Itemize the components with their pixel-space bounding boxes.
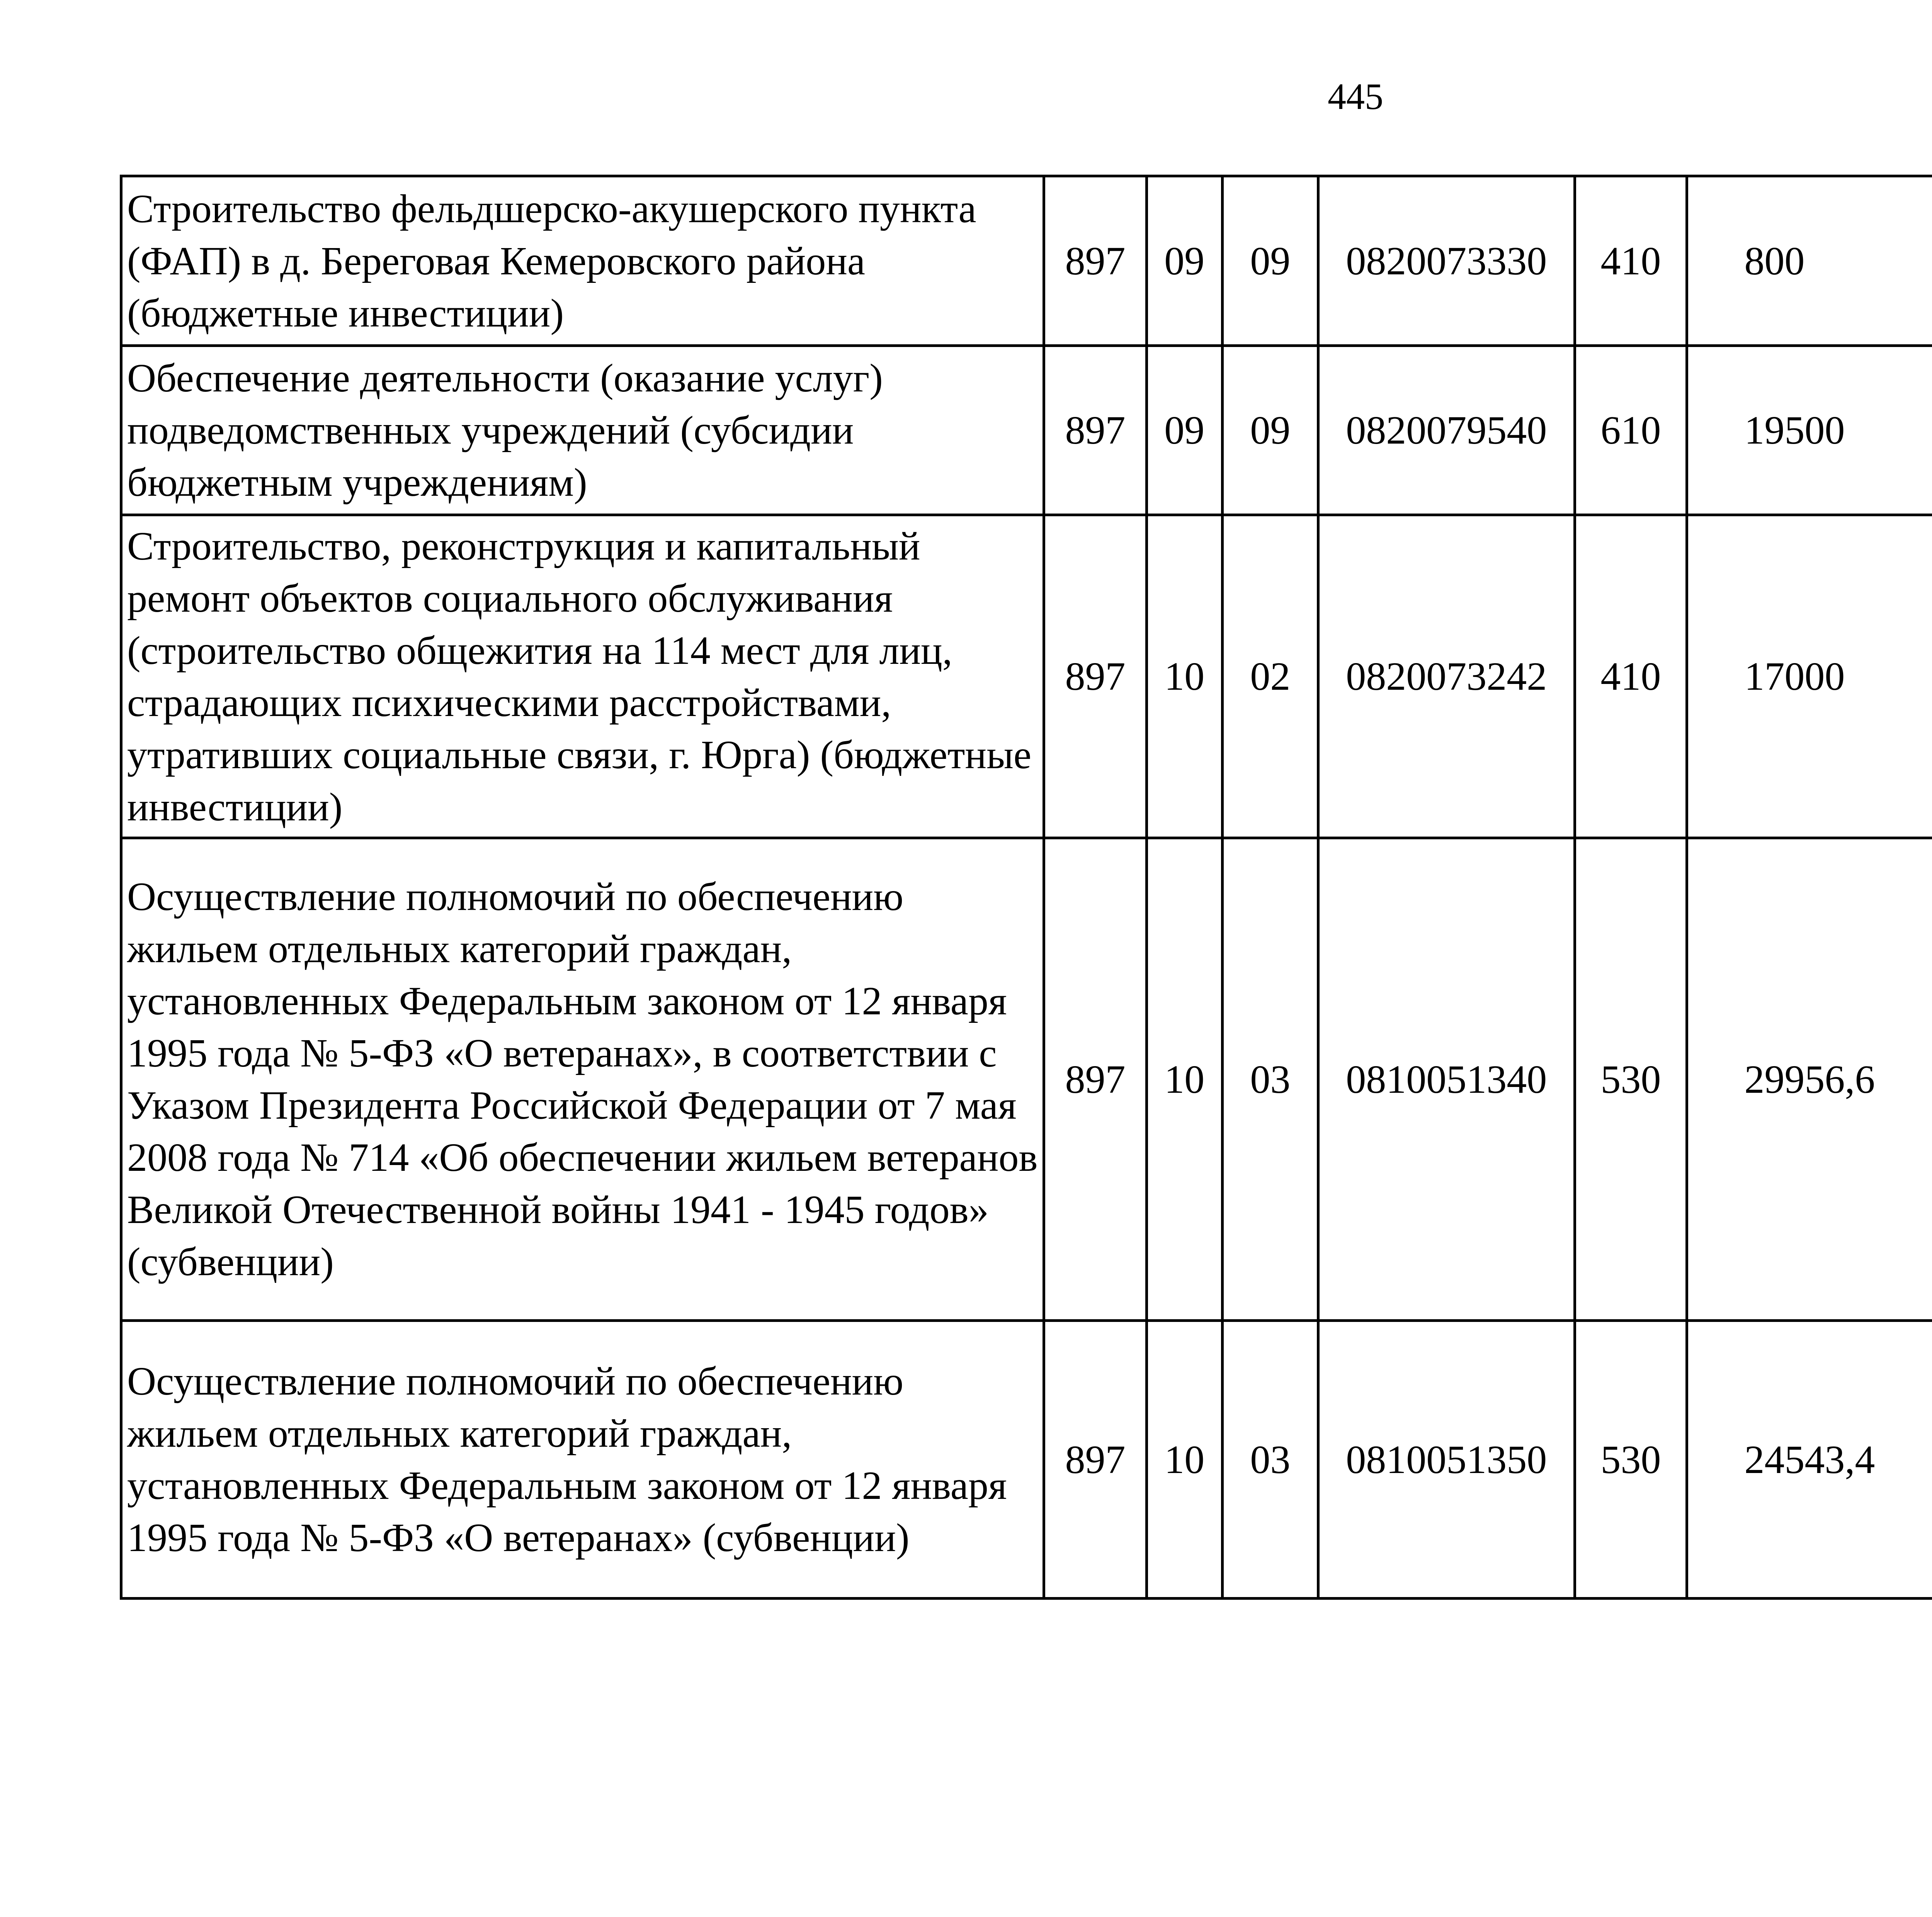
amount-year-1: 17000 xyxy=(1687,515,1932,838)
section-code: 10 xyxy=(1146,838,1222,1321)
table-row xyxy=(121,515,1932,838)
ministry-code: 897 xyxy=(1044,838,1147,1321)
target-article-code: 0820073330 xyxy=(1318,176,1575,346)
target-article-code: 0810051340 xyxy=(1318,838,1575,1321)
page-number: 445 xyxy=(1328,76,1383,117)
budget-table xyxy=(120,175,1932,1600)
row-description: Обеспечение деятельности (оказание услуг) подведомственных учреждений (субсидии бюджетным учреждениям) xyxy=(121,346,1044,515)
amount-year-1: 29956,6 xyxy=(1687,838,1932,1321)
section-code: 10 xyxy=(1146,515,1222,838)
amount-year-1: 19500 xyxy=(1687,346,1932,515)
subsection-code: 09 xyxy=(1222,176,1318,346)
row-description: Строительство, реконструкция и капитальный ремонт объектов социального обслуживания (строительство общежития на 114 мест для лиц, страдающих психическими расстройствами, утративших социальные связи, г. Юрга) (бюджетные инвестиции) xyxy=(121,515,1044,838)
section-code: 09 xyxy=(1146,176,1222,346)
row-description: Осуществление полномочий по обеспечению жильем отдельных категорий граждан, установленных Федеральным законом от 12 января 1995 года № 5-ФЗ «О ветеранах» (субвенции) xyxy=(121,1321,1044,1599)
ministry-code: 897 xyxy=(1044,515,1147,838)
table-row xyxy=(121,838,1932,1321)
ministry-code: 897 xyxy=(1044,346,1147,515)
table-row xyxy=(121,176,1932,346)
row-description: Строительство фельдшерско-акушерского пункта (ФАП) в д. Береговая Кемеровского района (бюджетные инвестиции) xyxy=(121,176,1044,346)
subsection-code: 03 xyxy=(1222,838,1318,1321)
expense-type-code: 530 xyxy=(1575,838,1687,1321)
subsection-code: 03 xyxy=(1222,1321,1318,1599)
section-code: 10 xyxy=(1146,1321,1222,1599)
expense-type-code: 610 xyxy=(1575,346,1687,515)
target-article-code: 0810051350 xyxy=(1318,1321,1575,1599)
table-row xyxy=(121,1321,1932,1599)
table-row xyxy=(121,346,1932,515)
expense-type-code: 410 xyxy=(1575,176,1687,346)
target-article-code: 0820079540 xyxy=(1318,346,1575,515)
subsection-code: 09 xyxy=(1222,346,1318,515)
row-description: Осуществление полномочий по обеспечению жильем отдельных категорий граждан, установленных Федеральным законом от 12 января 1995 года № 5-ФЗ «О ветеранах», в соответствии с Указом Президента Российской Федерации от 7 мая 2008 года № 714 «Об обеспечении жильем ветеранов Великой Отечественной войны 1941 - 1945 годов» (субвенции) xyxy=(121,838,1044,1321)
amount-year-1: 24543,4 xyxy=(1687,1321,1932,1599)
expense-type-code: 410 xyxy=(1575,515,1687,838)
ministry-code: 897 xyxy=(1044,1321,1147,1599)
expense-type-code: 530 xyxy=(1575,1321,1687,1599)
amount-year-1: 800 xyxy=(1687,176,1932,346)
target-article-code: 0820073242 xyxy=(1318,515,1575,838)
section-code: 09 xyxy=(1146,346,1222,515)
subsection-code: 02 xyxy=(1222,515,1318,838)
ministry-code: 897 xyxy=(1044,176,1147,346)
